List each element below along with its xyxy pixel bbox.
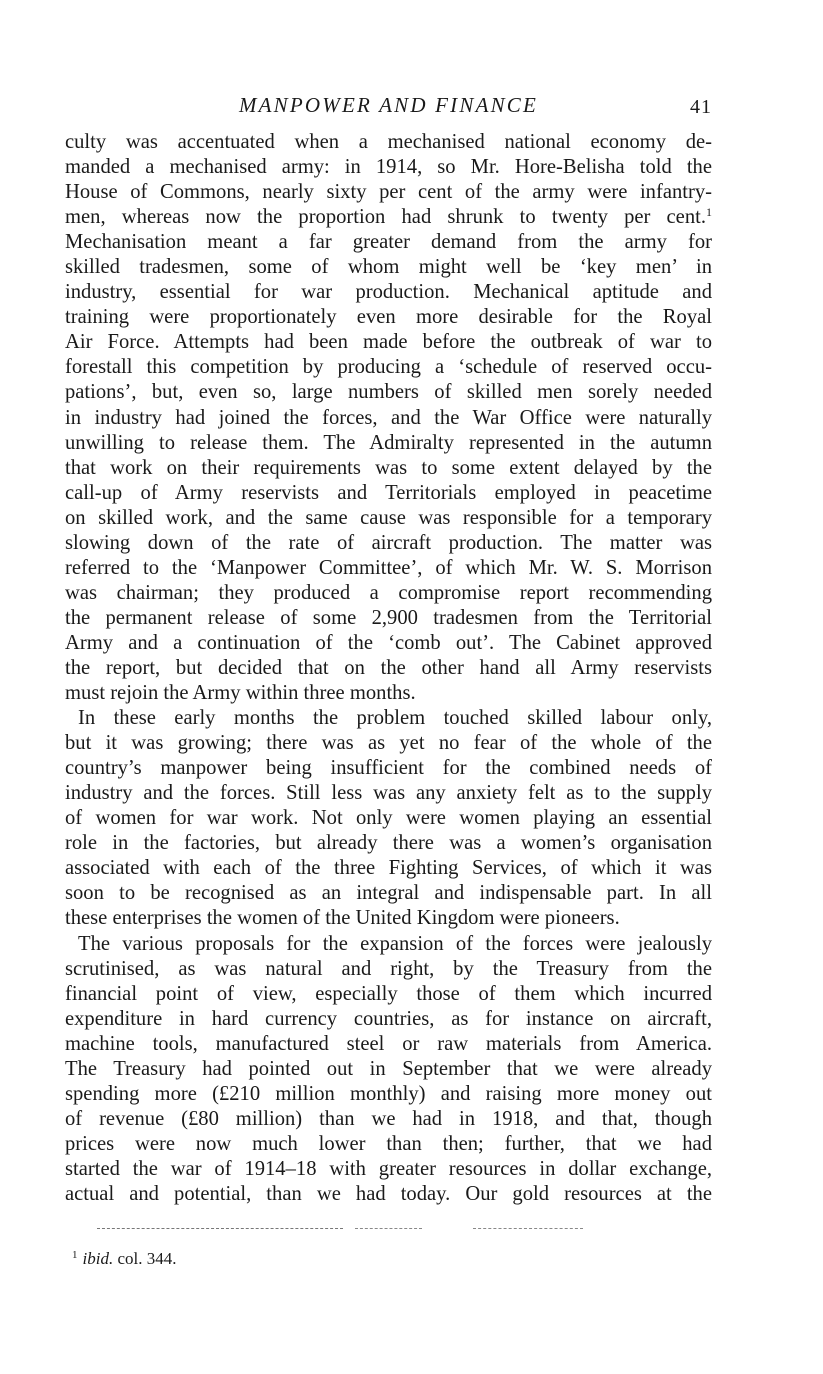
running-title: MANPOWER AND FINANCE: [238, 93, 539, 117]
footnote-marker: 1: [72, 1249, 78, 1261]
text-line: House of Commons, nearly sixty per cent of the army were infantry-: [65, 181, 712, 204]
footnote-text: col. 344.: [113, 1249, 177, 1268]
text-line: must rejoin the Army within three months.: [65, 682, 416, 705]
running-head: [65, 92, 712, 118]
text-line: associated with each of the three Fighting Services, of which it was: [65, 857, 712, 880]
text-line: men, whereas now the proportion had shrunk to twenty per cent.$^1$: [65, 205, 712, 229]
text-line: Army and a continuation of the ‘comb out’. The Cabinet approved: [65, 631, 712, 654]
paragraph: [65, 932, 712, 1208]
text-line: Mechanisation meant a far greater demand from the army for: [65, 231, 712, 254]
text-line: unwilling to release them. The Admiralty represented in the autumn: [65, 431, 712, 454]
text-line: the permanent release of some 2,900 tradesmen from the Territorial: [65, 606, 712, 629]
text-line: of women for war work. Not only were women playing an essential: [65, 807, 712, 830]
text-line: was chairman; they produced a compromise report recommending: [65, 581, 712, 604]
text-line: financial point of view, especially those of them which incurred: [65, 982, 712, 1005]
text-line: skilled tradesmen, some of whom might well be ‘key men’ in: [65, 256, 712, 279]
text-line: soon to be recognised as an integral and indispensable part. In all: [65, 882, 712, 905]
paragraph: [65, 706, 712, 931]
text-line: Air Force. Attempts had been made before the outbreak of war to: [65, 331, 712, 354]
footnote-reference: 1: [706, 205, 712, 220]
text-line: the report, but decided that on the other hand all Army reservists: [65, 656, 712, 679]
text-line: in industry had joined the forces, and the War Office were naturally: [65, 406, 712, 429]
text-line: manded a mechanised army: in 1914, so Mr. Hore-Belisha told the: [65, 156, 712, 179]
text-line: on skilled work, and the same cause was responsible for a temporary: [65, 506, 712, 529]
text-line: training were proportionately even more desirable for the Royal: [65, 306, 712, 329]
body-text: [65, 130, 712, 1207]
text-line: scrutinised, as was natural and right, by the Treasury from the: [65, 957, 712, 980]
text-line: The various proposals for the expansion of the forces were jealously: [78, 932, 712, 955]
text-line: culty was accentuated when a mechanised national economy de-: [65, 131, 712, 153]
text-line: industry and the forces. Still less was any anxiety felt as to the supply: [65, 782, 712, 805]
text-line: industry, essential for war production. Mechanical aptitude and: [65, 281, 712, 304]
text-line: country’s manpower being insufficient for the combined needs of: [65, 757, 712, 780]
text-line: actual and potential, than we had today. Our gold resources at the: [65, 1182, 712, 1205]
paragraph: [65, 130, 712, 706]
text-line: spending more (£210 million monthly) and raising more money out: [65, 1082, 712, 1105]
footnote: [72, 1244, 176, 1270]
text-line: started the war of 1914–18 with greater resources in dollar exchange,: [65, 1157, 712, 1180]
text-line: slowing down of the rate of aircraft production. The matter was: [65, 531, 712, 554]
text-line: prices were now much lower than then; further, that we had: [65, 1132, 712, 1155]
text-line: pations’, but, even so, large numbers of skilled men sorely needed: [65, 381, 712, 404]
text-line: machine tools, manufactured steel or raw materials from America.: [65, 1032, 712, 1055]
footnote-rule: [355, 1228, 422, 1229]
text-line: The Treasury had pointed out in September that we were already: [65, 1057, 712, 1080]
text-line: In these early months the problem touched skilled labour only,: [78, 707, 712, 730]
text-line: referred to the ‘Manpower Committee’, of which Mr. W. S. Morrison: [65, 556, 712, 579]
text-line: that work on their requirements was to some extent delayed by the: [65, 456, 712, 479]
footnote-rule: [473, 1228, 583, 1229]
text-line: expenditure in hard currency countries, as for instance on aircraft,: [65, 1007, 712, 1030]
text-line: call-up of Army reservists and Territorials employed in peacetime: [65, 481, 712, 504]
text-line: these enterprises the women of the United Kingdom were pioneers.: [65, 907, 620, 930]
text-line: of revenue (£80 million) than we had in 1918, and that, though: [65, 1107, 712, 1130]
text-line: but it was growing; there was as yet no fear of the whole of the: [65, 732, 712, 755]
footnote-ibid: ibid.: [82, 1249, 114, 1268]
text-line: forestall this competition by producing a ‘schedule of reserved occu-: [65, 356, 712, 379]
page-number: 41: [690, 96, 712, 118]
text-line: role in the factories, but already there was a women’s organisation: [65, 832, 712, 855]
footnote-rule: [97, 1228, 343, 1229]
